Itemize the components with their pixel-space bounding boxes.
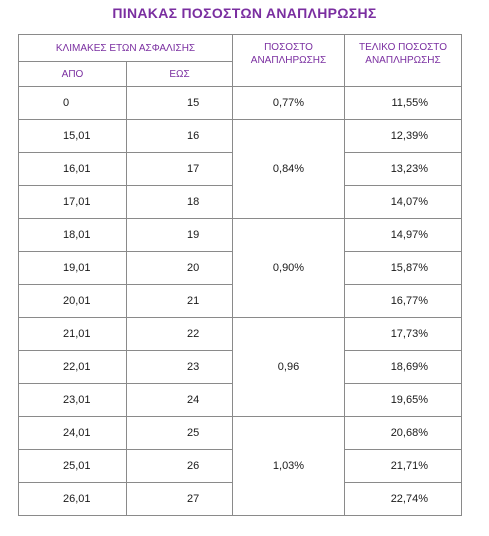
- cell-final: 12,39%: [345, 120, 462, 153]
- cell-final: 17,73%: [345, 318, 462, 351]
- header-to: ΕΩΣ: [127, 62, 233, 87]
- cell-from: 18,01: [19, 219, 127, 252]
- cell-to: 21: [127, 285, 233, 318]
- cell-to: 16: [127, 120, 233, 153]
- cell-to: 15: [127, 87, 233, 120]
- table-row: [19, 120, 462, 153]
- cell-to: 25: [127, 417, 233, 450]
- cell-from: 26,01: [19, 483, 127, 516]
- header-rate-line1: ΠΟΣΟΣΤΟ: [264, 42, 313, 53]
- table-row: [19, 219, 462, 252]
- cell-rate: 0,77%: [233, 87, 345, 120]
- cell-from: 16,01: [19, 153, 127, 186]
- cell-final: 14,07%: [345, 186, 462, 219]
- header-final-rate: [345, 35, 462, 87]
- header-from: ΑΠΟ: [19, 62, 127, 87]
- cell-from: 15,01: [19, 120, 127, 153]
- table-row: [19, 417, 462, 450]
- cell-to: 22: [127, 318, 233, 351]
- cell-final: 11,55%: [345, 87, 462, 120]
- cell-to: 18: [127, 186, 233, 219]
- cell-from: 17,01: [19, 186, 127, 219]
- cell-from: 0: [19, 87, 127, 120]
- cell-rate: 0,96: [233, 318, 345, 417]
- table-row: [19, 318, 462, 351]
- header-rate: [233, 35, 345, 87]
- cell-from: 25,01: [19, 450, 127, 483]
- cell-from: 20,01: [19, 285, 127, 318]
- header-rate-line2: ΑΝΑΠΛΗΡΩΣΗΣ: [250, 55, 327, 66]
- page-title: ΠΙΝΑΚΑΣ ΠΟΣΟΣΤΩΝ ΑΝΑΠΛΗΡΩΣΗΣ: [112, 5, 377, 21]
- cell-final: 22,74%: [345, 483, 462, 516]
- cell-to: 27: [127, 483, 233, 516]
- cell-to: 19: [127, 219, 233, 252]
- replacement-rate-table: [18, 34, 462, 516]
- header-final-line1: ΤΕΛΙΚΟ ΠΟΣΟΣΤΟ: [358, 42, 447, 53]
- cell-rate: 1,03%: [233, 417, 345, 516]
- cell-final: 14,97%: [345, 219, 462, 252]
- cell-final: 15,87%: [345, 252, 462, 285]
- cell-rate: 0,84%: [233, 120, 345, 219]
- cell-final: 13,23%: [345, 153, 462, 186]
- cell-final: 20,68%: [345, 417, 462, 450]
- cell-final: 18,69%: [345, 351, 462, 384]
- cell-rate: 0,90%: [233, 219, 345, 318]
- cell-final: 19,65%: [345, 384, 462, 417]
- cell-final: 21,71%: [345, 450, 462, 483]
- table-row: [19, 87, 462, 120]
- cell-from: 22,01: [19, 351, 127, 384]
- header-final-line2: ΑΝΑΠΛΗΡΩΣΗΣ: [365, 55, 441, 66]
- header-insurance-years: ΚΛΙΜΑΚΕΣ ΕΤΩΝ ΑΣΦΑΛΙΣΗΣ: [19, 35, 233, 62]
- cell-to: 23: [127, 351, 233, 384]
- cell-to: 20: [127, 252, 233, 285]
- cell-final: 16,77%: [345, 285, 462, 318]
- cell-from: 24,01: [19, 417, 127, 450]
- cell-from: 19,01: [19, 252, 127, 285]
- cell-to: 17: [127, 153, 233, 186]
- cell-to: 26: [127, 450, 233, 483]
- cell-from: 21,01: [19, 318, 127, 351]
- cell-from: 23,01: [19, 384, 127, 417]
- cell-to: 24: [127, 384, 233, 417]
